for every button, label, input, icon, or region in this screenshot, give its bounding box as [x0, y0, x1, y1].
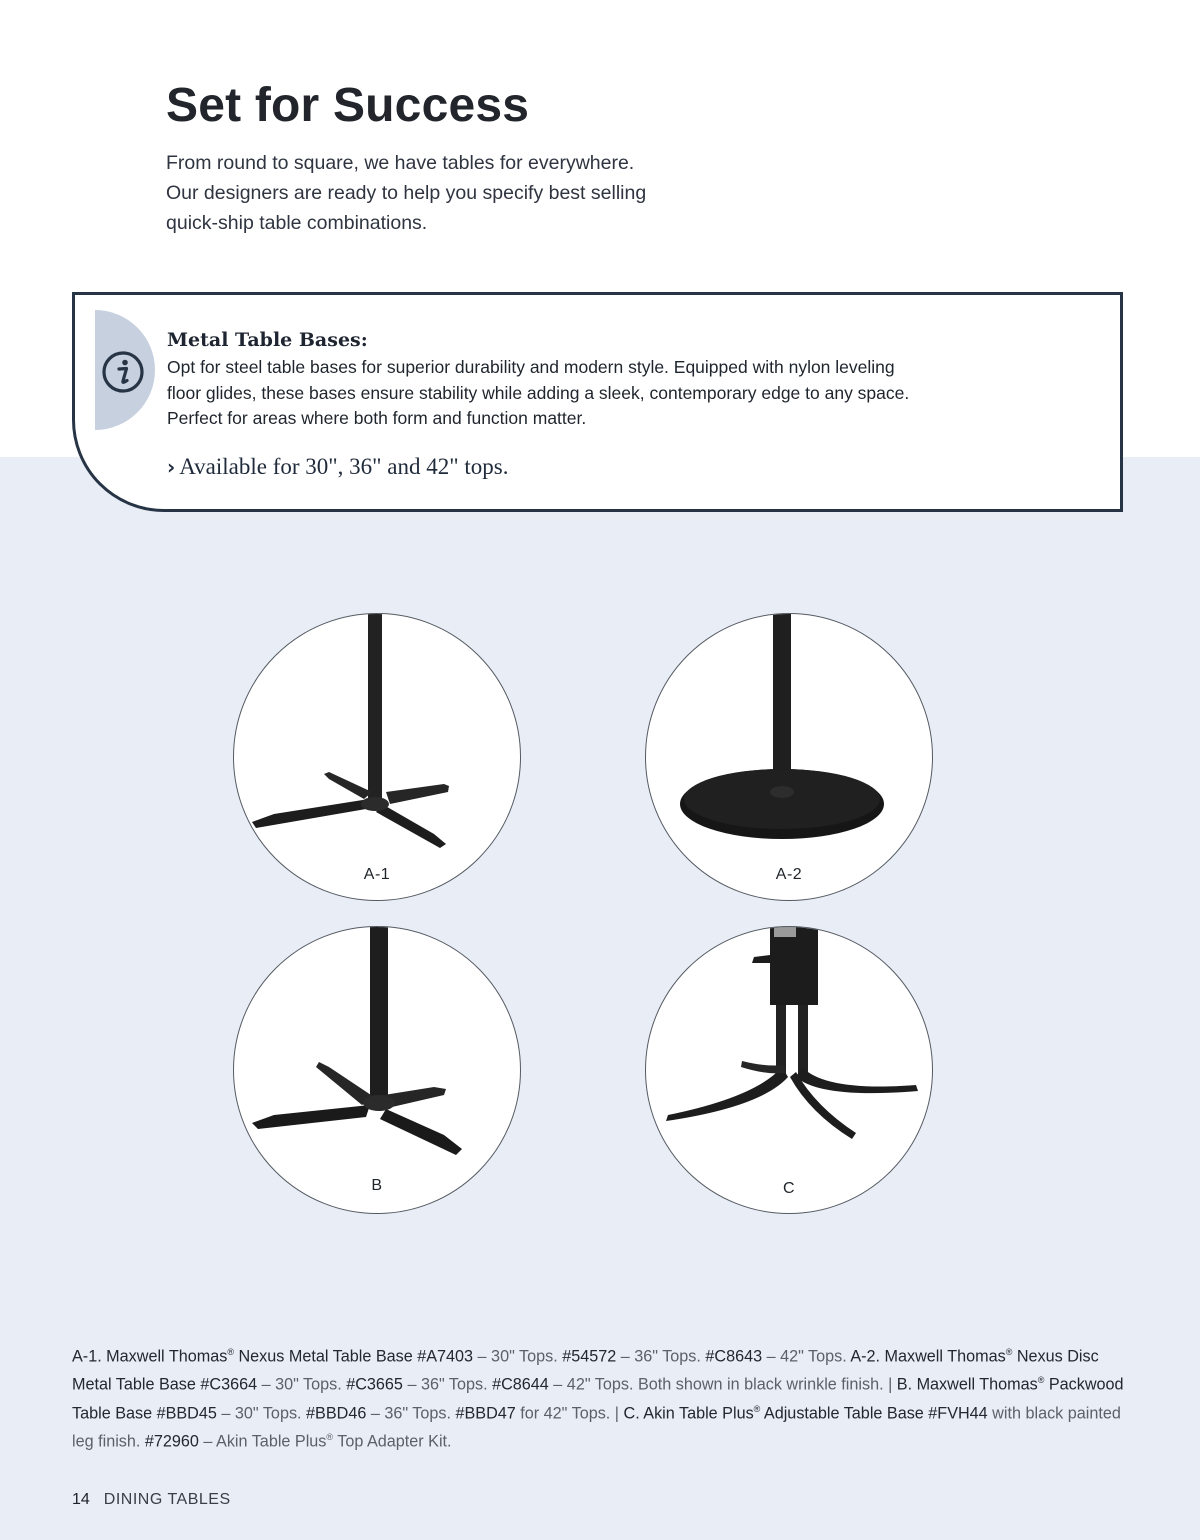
section-name: DINING TABLES	[103, 1491, 231, 1508]
caption-part-number: #72960	[144, 1432, 199, 1451]
registered-mark: ®	[227, 1347, 234, 1357]
page-footer	[72, 1491, 231, 1509]
caption-text: Top Adapter Kit.	[333, 1432, 452, 1451]
caption-part-number: #C8643	[705, 1347, 763, 1366]
registered-mark: ®	[753, 1403, 761, 1414]
chevron-right-icon: ›	[167, 455, 176, 479]
four-leg-x-base-image	[234, 927, 520, 1213]
disc-table-base-image	[646, 614, 932, 900]
product-a1	[233, 613, 521, 901]
caption-a1-name: A-1. Maxwell Thomas	[72, 1347, 228, 1366]
product-c	[645, 926, 933, 1214]
caption-b-name: B. Maxwell Thomas	[896, 1375, 1038, 1394]
callout-body: Opt for steel table bases for superior durability and modern style. Equipped with nylon leveling floor glides, these bases ensure stability while adding a sleek, contemporary edge to any space. Perfect for areas where both form and function matter.	[167, 357, 910, 428]
registered-mark: ®	[326, 1432, 334, 1443]
product-a2	[645, 613, 933, 901]
caption-b-name-rest: Packwood Table Base #BBD45	[72, 1375, 1124, 1423]
caption-text: – 30" Tops.	[473, 1347, 563, 1366]
caption-text: – 36" Tops.	[616, 1347, 706, 1366]
page-title: Set for Success	[166, 79, 530, 132]
info-callout	[72, 292, 1123, 512]
caption-text: – 30" Tops.	[216, 1404, 307, 1423]
product-label: C	[782, 1180, 796, 1197]
caption-a2-name: A-2. Maxwell Thomas	[850, 1347, 1006, 1366]
registered-mark: ®	[1005, 1347, 1013, 1357]
availability-note	[167, 454, 508, 480]
caption-text: – 42" Tops. Both shown in black wrinkle finish. |	[548, 1375, 897, 1394]
caption-text: – 30" Tops.	[257, 1375, 347, 1394]
availability-text: Available for 30", 36" and 42" tops.	[179, 454, 509, 479]
caption-text: with black painted leg finish.	[72, 1404, 1121, 1451]
caption-part-number: #C8644	[492, 1375, 549, 1394]
caption-text: for 42" Tops. |	[515, 1404, 624, 1423]
product-label: A-1	[363, 866, 391, 883]
adjustable-flared-base-image	[646, 927, 932, 1213]
caption-a1-name-rest: Nexus Metal Table Base #A7403	[233, 1347, 474, 1366]
caption-c-name-rest: Adjustable Table Base #FVH44	[760, 1404, 988, 1423]
caption-text: – 36" Tops.	[366, 1404, 456, 1423]
caption-c-name: C. Akin Table Plus	[623, 1404, 754, 1423]
caption-text: – Akin Table Plus	[198, 1432, 327, 1451]
caption-part-number: #54572	[562, 1347, 617, 1366]
caption-a2-name-rest: Nexus Disc Metal Table Base #C3664	[72, 1347, 1099, 1394]
registered-mark: ®	[1037, 1375, 1045, 1386]
product-b	[233, 926, 521, 1214]
caption-part-number: #BBD46	[306, 1404, 367, 1423]
caption-part-number: #C3665	[346, 1375, 403, 1394]
intro-text: From round to square, we have tables for everywhere. Our designers are ready to help you specify best selling quick-ship table combinations.	[166, 152, 647, 234]
info-icon	[101, 350, 145, 394]
caption-text: – 42" Tops.	[762, 1347, 851, 1366]
x-base-table-base-image	[234, 614, 520, 900]
caption-part-number: #BBD47	[455, 1404, 516, 1423]
page-number: 14	[72, 1491, 90, 1508]
caption-text: – 36" Tops.	[402, 1375, 493, 1394]
product-label: A-2	[775, 866, 803, 883]
callout-heading: Metal Table Bases:	[167, 329, 368, 351]
product-label: B	[371, 1177, 383, 1194]
product-caption	[72, 1340, 1132, 1454]
